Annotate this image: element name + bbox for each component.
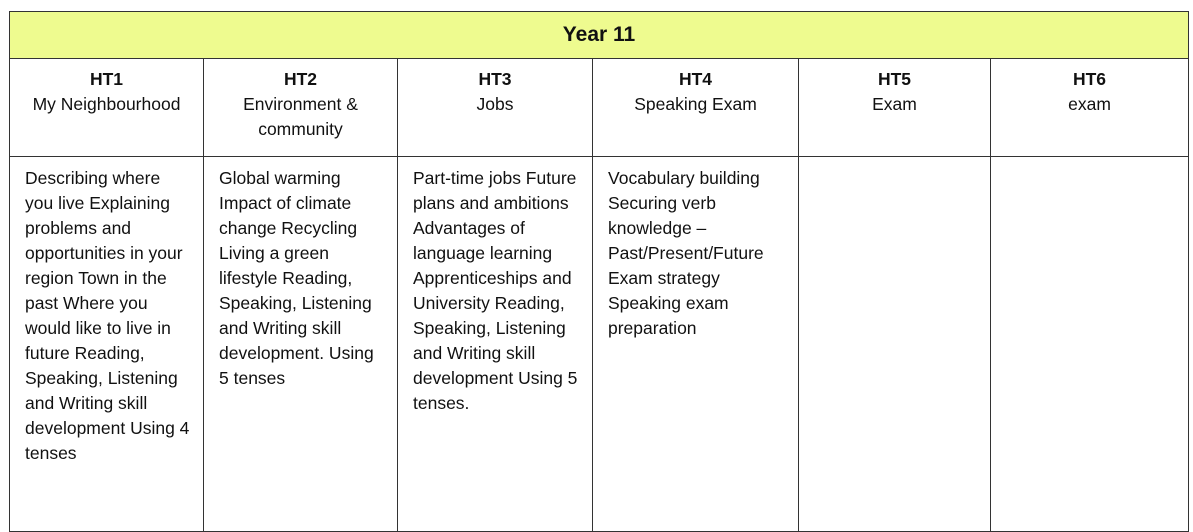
ht-code: HT2: [283, 69, 318, 89]
header-cell-ht3: [398, 59, 593, 157]
ht-code: HT3: [478, 69, 512, 89]
content-cell-ht5: [799, 157, 991, 532]
curriculum-table: [9, 11, 1189, 532]
ht-topic: Environment & community: [243, 94, 358, 139]
content-text: Part-time jobs Future plans and ambitions Advantages of language learning Apprenticeships and University Reading, Speaking, Listening and Writing skill development Using 5 tenses.: [413, 168, 578, 413]
header-cell-ht4: [593, 59, 799, 157]
header-cell-ht6: [991, 59, 1189, 157]
title-row: [10, 12, 1189, 59]
ht-code: HT6: [1072, 69, 1107, 89]
header-cell-ht5: [799, 59, 991, 157]
header-row: [10, 59, 1189, 157]
content-cell-ht3: [398, 157, 593, 532]
ht-topic: exam: [1068, 94, 1111, 114]
content-text: Global warming Impact of climate change Recycling Living a green lifestyle Reading, Speaking, Listening and Writing skill development. Using 5 tenses: [219, 168, 374, 388]
content-text: Describing where you live Explaining problems and opportunities in your region Town in the past Where you would like to live in future Reading, Speaking, Listening and Writing skill development Using 4 tenses: [25, 168, 190, 463]
ht-code: HT1: [89, 69, 124, 89]
content-text: Vocabulary building Securing verb knowledge – Past/Present/Future Exam strategy Speaking exam preparation: [608, 168, 764, 338]
header-cell-ht1: [10, 59, 204, 157]
content-cell-ht6: [991, 157, 1189, 532]
ht-code: HT4: [678, 69, 713, 89]
header-cell-ht2: [204, 59, 398, 157]
ht-code: HT5: [877, 69, 912, 89]
ht-topic: My Neighbourhood: [32, 94, 181, 114]
ht-topic: Exam: [872, 94, 917, 114]
content-cell-ht4: [593, 157, 799, 532]
table-title: Year 11: [10, 12, 1189, 59]
ht-topic: Jobs: [476, 94, 514, 114]
content-row: [10, 157, 1189, 532]
content-cell-ht1: [10, 157, 204, 532]
ht-topic: Speaking Exam: [634, 94, 757, 114]
content-cell-ht2: [204, 157, 398, 532]
